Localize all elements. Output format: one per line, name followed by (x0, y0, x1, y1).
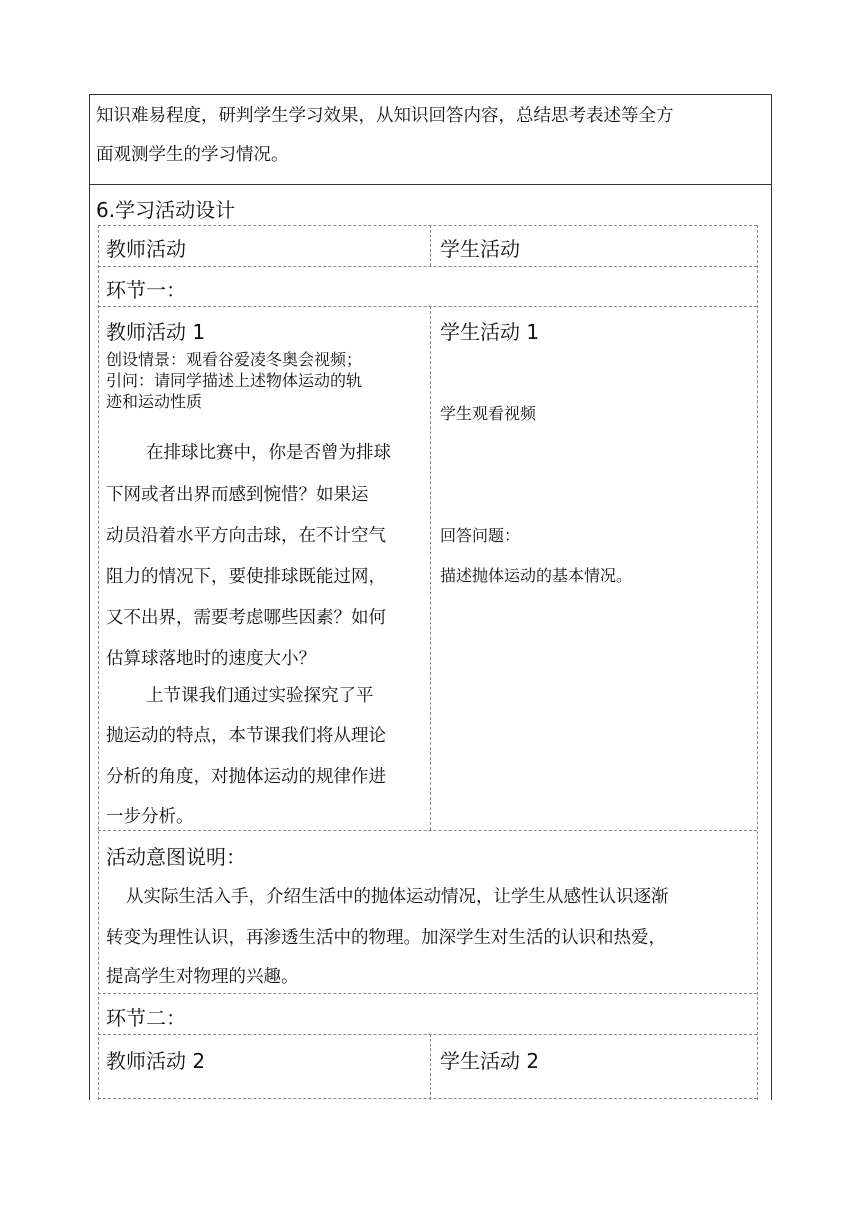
inner-table-left-border (98, 225, 99, 1100)
column-divider (430, 225, 431, 266)
teacher-activity-1-paragraph-line: 动员沿着水平方向击球，在不计空气 (106, 526, 386, 546)
row-divider (98, 266, 757, 267)
teacher-activity-1-paragraph-line: 抛运动的特点，本节课我们将从理论 (106, 726, 386, 746)
teacher-activity-1-paragraph-line: 在排球比赛中，你是否曾为排球 (146, 443, 391, 463)
intro-bottom-border (89, 184, 771, 185)
stage-1-label: 环节一： (106, 278, 186, 302)
student-activity-1-title: 学生活动 1 (440, 320, 540, 344)
section-title: 6.学习活动设计 (96, 198, 236, 222)
row-divider (98, 830, 757, 831)
teacher-activity-1-line: 创设情景：观看谷爱凌冬奥会视频； (106, 350, 363, 369)
row-divider (98, 993, 757, 994)
row-divider (98, 1098, 757, 1099)
teacher-activity-1-paragraph-line: 分析的角度，对抛体运动的规律作进 (106, 767, 386, 787)
column-divider (430, 306, 431, 830)
teacher-activity-1-paragraph-line: 上节课我们通过实验探究了平 (146, 686, 374, 706)
activity-intent-label: 活动意图说明： (106, 845, 246, 869)
teacher-activity-1-paragraph-line: 估算球落地时的速度大小？ (106, 649, 316, 669)
inner-table-top-border (98, 225, 757, 226)
student-activity-1-describe: 描述抛体运动的基本情况。 (440, 566, 633, 585)
frame-top-border (89, 94, 771, 95)
row-divider (98, 1034, 757, 1035)
teacher-activity-1-title: 教师活动 1 (106, 320, 206, 344)
inner-table-right-border (757, 225, 758, 1100)
teacher-activity-1-paragraph-line: 阻力的情况下，要使排球既能过网， (106, 567, 386, 587)
frame-right-border (771, 94, 772, 1100)
intro-line: 面观测学生的学习情况。 (96, 145, 289, 165)
column-header-teacher: 教师活动 (106, 237, 186, 261)
activity-intent-line: 提高学生对物理的兴趣。 (106, 967, 299, 987)
teacher-activity-1-paragraph-line: 下网或者出界而感到惋惜？如果运 (106, 485, 369, 505)
student-activity-2-title: 学生活动 2 (440, 1049, 540, 1073)
teacher-activity-1-line: 迹和运动性质 (106, 392, 203, 411)
activity-intent-line: 从实际生活入手，介绍生活中的抛体运动情况，让学生从感性认识逐渐 (126, 887, 669, 907)
teacher-activity-1-paragraph-line: 又不出界，需要考虑哪些因素？如何 (106, 608, 386, 628)
student-activity-1-answer: 回答问题： (440, 526, 521, 545)
teacher-activity-2-title: 教师活动 2 (106, 1049, 206, 1073)
student-activity-1-watch: 学生观看视频 (440, 404, 537, 423)
column-header-student: 学生活动 (440, 237, 520, 261)
row-divider (98, 306, 757, 307)
teacher-activity-1-paragraph-line: 一步分析。 (106, 807, 194, 827)
intro-line: 知识难易程度，研判学生学习效果，从知识回答内容，总结思考表述等全方 (96, 106, 674, 126)
frame-left-border (89, 94, 90, 1100)
column-divider (430, 1034, 431, 1100)
activity-intent-line: 转变为理性认识，再渗透生活中的物理。加深学生对生活的认识和热爱， (106, 928, 666, 948)
teacher-activity-1-line: 引问：请同学描述上述物体运动的轨 (106, 371, 363, 390)
stage-2-label: 环节二： (106, 1006, 186, 1030)
